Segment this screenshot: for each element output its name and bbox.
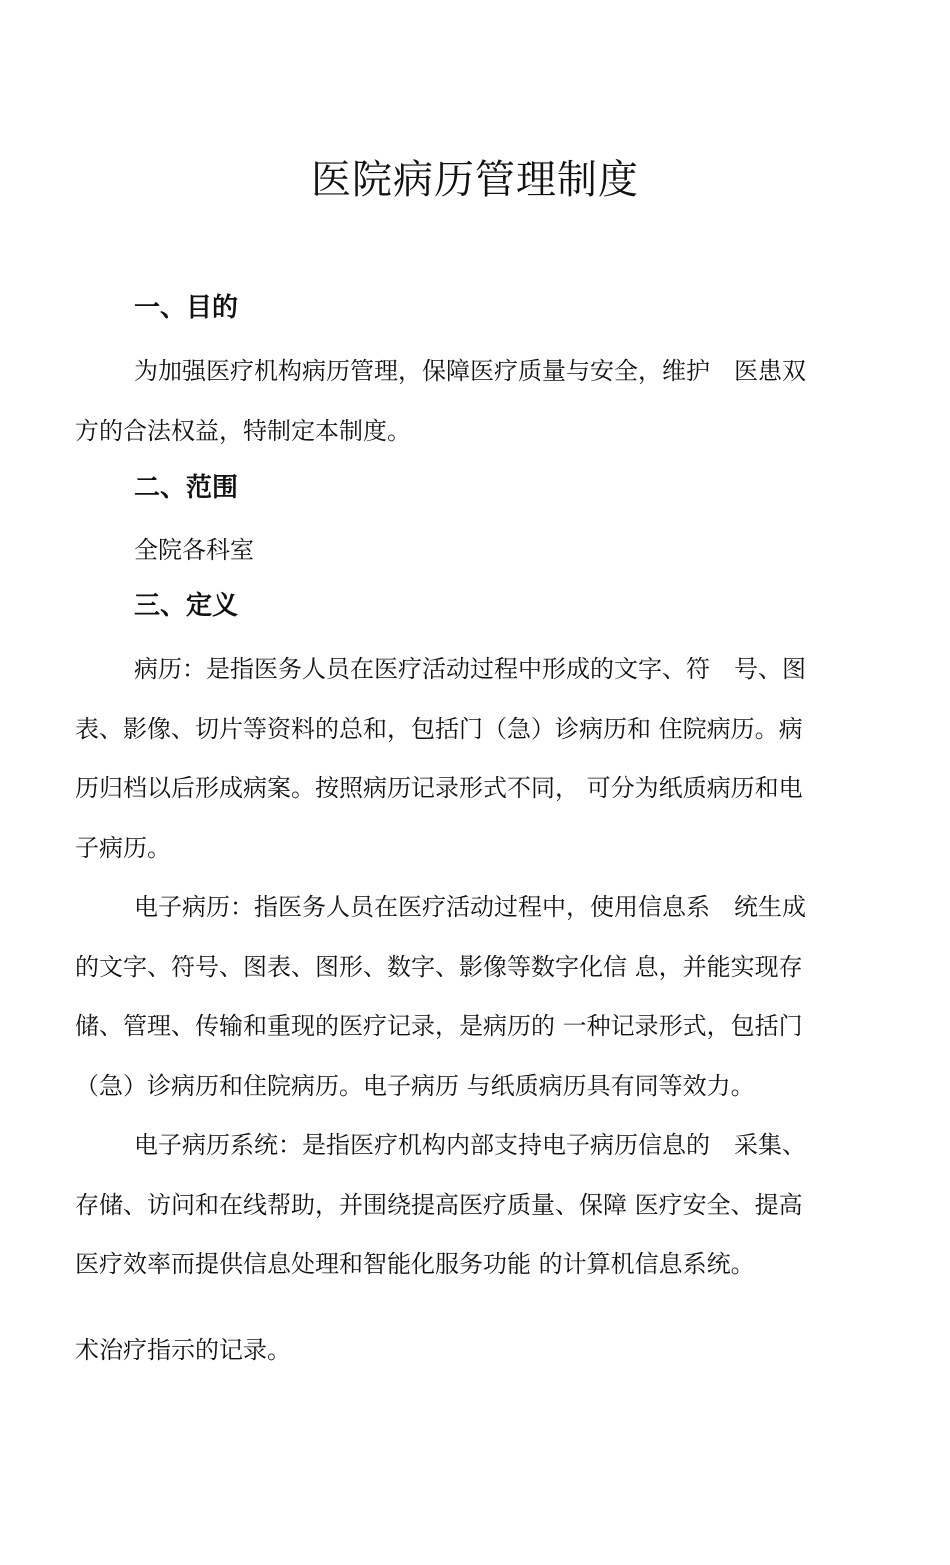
text-line: 存储、访问和在线帮助，并围绕提高医疗质量、保障 医疗安全、提高 [75, 1190, 803, 1219]
definition-paragraph-electronic-record [75, 878, 880, 1116]
section-body-purpose [75, 342, 880, 461]
section-heading-definition: 三、定义 [134, 591, 239, 621]
text-line: 表、影像、切片等资料的总和，包括门（急）诊病历和 住院病历。病 [75, 714, 803, 743]
text-line: 历归档以后形成病案。按照病历记录形式不同， 可分为纸质病历和电 [75, 774, 803, 802]
text-line: 电子病历：指医务人员在医疗活动过程中，使用信息系 统生成 [134, 893, 806, 921]
text-line: 医疗效率而提供信息处理和智能化服务功能 的计算机信息系统。 [75, 1250, 755, 1278]
document-title: 医院病历管理制度 [311, 157, 639, 203]
text-line: （急）诊病历和住院病历。电子病历 与纸质病历具有同等效力。 [75, 1071, 755, 1100]
section-heading-purpose: 一、目的 [134, 293, 239, 323]
trailing-text: 术治疗指示的记录。 [75, 1336, 291, 1364]
definition-paragraph-medical-record [75, 640, 880, 878]
text-line: 方的合法权益，特制定本制度。 [75, 416, 411, 445]
text-line: 为加强医疗机构病历管理，保障医疗质量与安全，维护 医患双 [134, 357, 806, 385]
text-line: 储、管理、传输和重现的医疗记录，是病历的 一种记录形式，包括门 [75, 1012, 803, 1040]
text-line: 子病历。 [75, 833, 171, 862]
section-body-scope: 全院各科室 [134, 536, 254, 564]
text-line: 病历：是指医务人员在医疗活动过程中形成的文字、符 号、图 [134, 655, 806, 683]
text-line: 的文字、符号、图表、图形、数字、影像等数字化信 息，并能实现存 [75, 952, 803, 981]
text-line: 电子病历系统：是指医疗机构内部支持电子病历信息的 采集、 [134, 1131, 806, 1159]
section-heading-scope: 二、范围 [134, 473, 239, 503]
definition-paragraph-electronic-record-system [75, 1116, 880, 1295]
